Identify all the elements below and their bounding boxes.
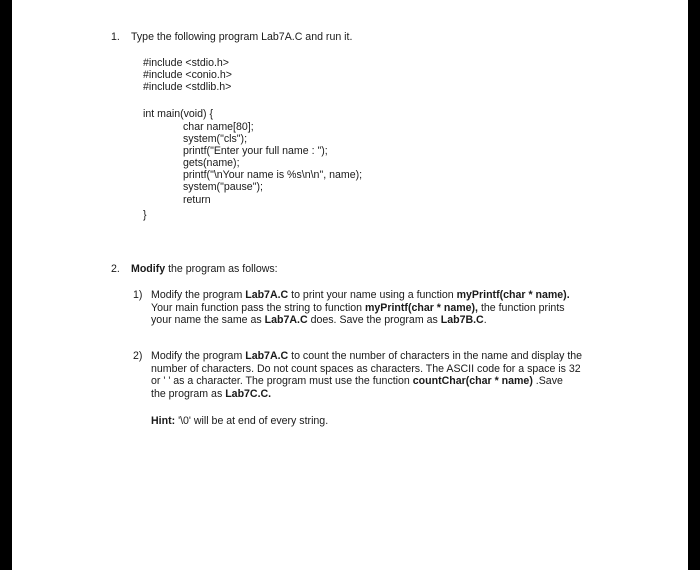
item2-line4: the program as Lab7C.C. — [151, 387, 272, 400]
item1-line3: your name the same as Lab7A.C does. Save the program as Lab7B.C. — [151, 314, 487, 326]
code-line: system("cls"); — [183, 133, 248, 145]
hint-text: '\0' will be at end of every string. — [175, 415, 329, 427]
code-main-signature: int main(void) { — [143, 108, 214, 120]
item2-line1: Modify the program Lab7A.C to count the number of characters in the name and display the — [151, 350, 583, 362]
item1-line1: Modify the program Lab7A.C to print your name using a function myPrintf(char * name). — [151, 289, 570, 301]
q2-item2-number: 2) — [133, 350, 143, 362]
right-black-border — [688, 0, 700, 570]
document-page — [12, 0, 688, 570]
q2-item1-text — [151, 289, 570, 327]
code-line: printf("\nYour name is %s\n\n", name); — [183, 169, 363, 181]
item1-line2: Your main function pass the string to function myPrintf(char * name), the function prints — [151, 301, 565, 314]
q2-title-rest: the program as follows: — [165, 263, 278, 275]
code-include-stdlib: #include <stdlib.h> — [143, 81, 232, 93]
item2-line3: or ' ' as a character. The program must use the function countChar(char * name) .Save — [151, 375, 563, 387]
code-line: gets(name); — [183, 157, 240, 169]
code-line: printf("Enter your full name : "); — [183, 145, 328, 157]
q2-item1-number: 1) — [133, 289, 143, 301]
code-include-conio: #include <conio.h> — [143, 69, 232, 81]
item2-line2: number of characters. Do not count spaces as characters. The ASCII code for a space is 32 — [151, 362, 581, 375]
q2-title-bold: Modify — [131, 263, 166, 275]
q1-instruction: Type the following program Lab7A.C and run it. — [131, 31, 353, 43]
q2-item2-text — [151, 350, 582, 400]
code-include-stdio: #include <stdio.h> — [143, 57, 229, 69]
q2-title — [131, 263, 278, 275]
q2-number: 2. — [111, 263, 120, 275]
code-line: return — [183, 194, 211, 206]
code-line: char name[80]; — [183, 121, 254, 133]
left-black-border — [0, 0, 12, 570]
code-close-brace: } — [143, 209, 147, 221]
hint-label: Hint: — [151, 415, 176, 427]
code-line: system("pause"); — [183, 181, 263, 193]
q1-number: 1. — [111, 31, 120, 43]
hint — [151, 415, 328, 427]
